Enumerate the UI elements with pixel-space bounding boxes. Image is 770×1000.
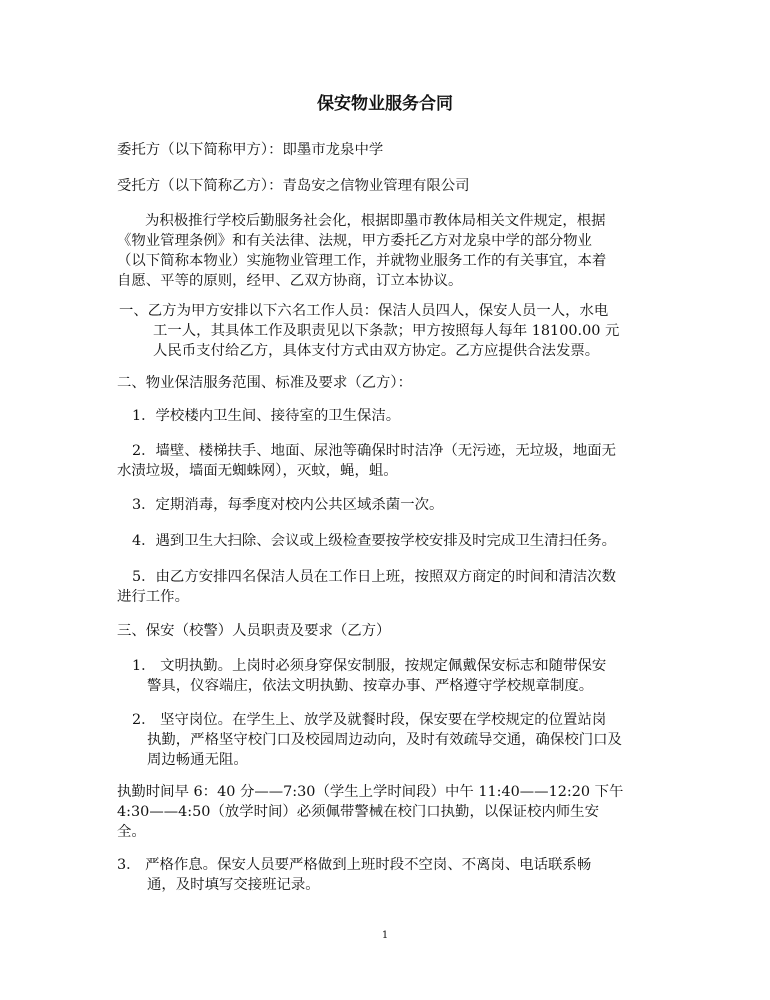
section1-line: 人民币支付给乙方，具体支付方式由双方协定。乙方应提供合法发票。 [153,343,600,359]
party-a-line: 委托方（以下简称甲方）：即墨市龙泉中学 [117,142,384,158]
section1-line: 一、乙方为甲方安排以下六名工作人员：保洁人员四人，保安人员一人，水电 [119,303,609,319]
section3-item-1: 1． 文明执勤。上岗时必须身穿保安制服，按规定佩戴保安标志和随带保安 [132,658,607,674]
item3-line: 3． 严格作息。保安人员要严格做到上班时段不空岗、不离岗、电话联系畅 [117,857,592,873]
section2-item-1: 1．学校楼内卫生间、接待室的卫生保洁。 [132,408,401,424]
intro-line: （以下简称本物业）实施物业管理工作，并就物业服务工作的有关事宜，本着 [117,253,607,269]
duty-time-line: 全。 [117,824,146,840]
section2-item-3: 3．定期消毒，每季度对校内公共区域杀菌一次。 [132,497,444,513]
intro-line: 《物业管理条例》和有关法律、法规，甲方委托乙方对龙泉中学的部分物业 [117,233,592,249]
section3-item-2-cont: 周边畅通无阻。 [147,752,248,768]
section2-item-5: 5．由乙方安排四名保洁人员在工作日上班，按照双方商定的时间和清洁次数 [132,569,617,585]
section3-item-1-cont: 警具，仪容端庄，依法文明执勤、按章办事、严格遵守学校规章制度。 [147,678,594,694]
section1-line: 工一人，其具体工作及职责见以下条款；甲方按照每人每年 18100.00 元 [153,323,620,339]
page-number: 1 [381,930,389,941]
section2-item-2-cont: 水渍垃圾，墙面无蜘蛛网），灭蚊，蝇，蛆。 [117,463,398,479]
section3-item-2-cont: 执勤，严格坚守校门口及校园周边动向，及时有效疏导交通，确保校门口及 [147,732,622,748]
party-b-line: 受托方（以下简称乙方）：青岛安之信物业管理有限公司 [117,178,470,194]
section3-item-2: 2． 坚守岗位。在学生上、放学及就餐时段，保安要在学校规定的位置站岗 [132,712,607,728]
section3-heading: 三、保安（校警）人员职责及要求（乙方） [117,623,391,639]
intro-line: 自愿、平等的原则，经甲、乙双方协商，订立本协议。 [117,273,463,289]
intro-line: 为积极推行学校后勤服务社会化，根据即墨市教体局相关文件规定，根据 [145,213,606,229]
duty-time-line: 4:30——4:50（放学时间）必须佩带警械在校门口执勤，以保证校内师生安 [117,804,599,820]
duty-time-line: 执勤时间早 6：40 分——7:30（学生上学时间段）中午 11:40——12:20 下午 [117,784,624,800]
item3-line: 通，及时填写交接班记录。 [147,877,320,893]
section2-heading: 二、物业保洁服务范围、标准及要求（乙方）： [117,375,413,391]
document-title: 保安物业服务合同 [317,94,453,114]
section2-item-5-cont: 进行工作。 [117,589,189,605]
section2-item-2: 2．墙壁、楼梯扶手、地面、尿池等确保时时洁净（无污迹，无垃圾，地面无 [132,443,617,459]
section2-item-4: 4．遇到卫生大扫除、会议或上级检查要按学校安排及时完成卫生清扫任务。 [132,533,617,549]
